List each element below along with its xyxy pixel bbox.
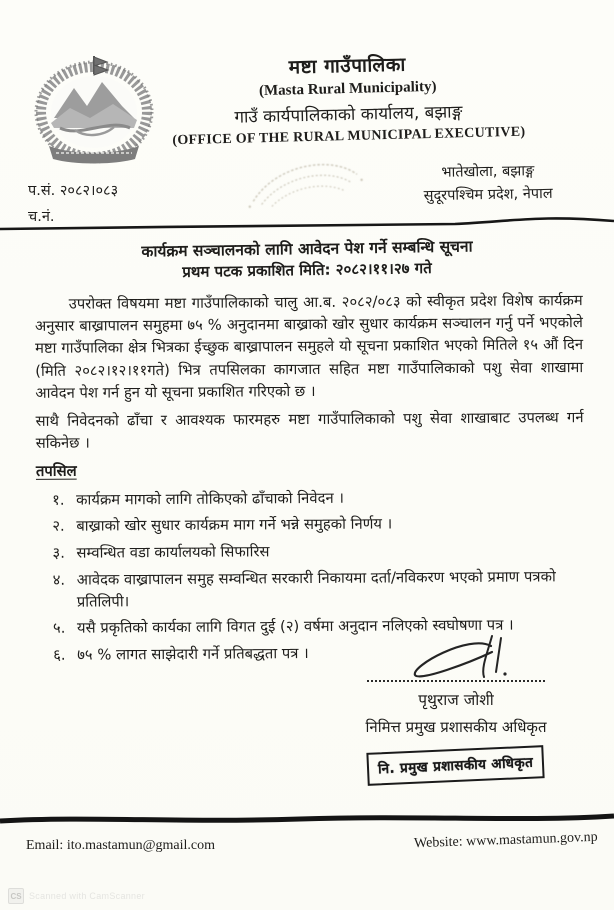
footer-website — [414, 830, 598, 852]
official-stamp: नि. प्रमुख प्रशासकीय अधिकृत — [367, 745, 545, 786]
footer-divider-line — [0, 810, 614, 830]
item-text: कार्यक्रम मागको लागि तोकिएको ढाँचाको निवेदन । — [76, 489, 345, 509]
municipality-name-english: (Masta Rural Municipality) — [258, 78, 437, 100]
footer-email — [26, 838, 215, 854]
schedule-heading: तपसिल — [35, 462, 77, 481]
notice-paragraph-1: उपरोक्त विषयमा मष्टा गाउँपालिकाको चालु आ.ब. २०८२/०८३ को स्वीकृत प्रदेश विशेष कार्यक्रम अनुसार बाख्रापालन समुहमा ७५ % अनुदानमा बाख्राको खोर सुधार कार्यक्रम सञ्चालन गर्नु पर्ने भएकोले मष्टा गाउँपालिका क्षेत्र भित्रका ईच्छुक बाख्रापालन समुहले यो सूचना प्रकाशित भएको मितिले १५ औं दिन (मिति २०८२।१२।११गते) भित्र तपसिलका कागजात सहित मष्टा गाउँपालिकाको पशु सेवा शाखामा आवेदन पेश गर्न हुन यो सूचना प्रकाशित गरिएको छ । — [34, 292, 584, 402]
dispatch-number: च.नं. — [28, 209, 55, 226]
item-text: यसै प्रकृतिको कार्यका लागि विगत दुई (२) वर्षमा अनुदान नलिएको स्वघोषणा पत्र । — [76, 617, 514, 638]
item-number: २. — [52, 517, 65, 535]
reference-number: प.सं. २०८२।०८३ — [28, 183, 119, 199]
address-line-2: सुदूरपश्चिम प्रदेश, नेपाल — [423, 186, 553, 205]
address-line-1: भातेखोला, बझाङ्ग — [441, 163, 535, 181]
website-label: Website: — [414, 834, 467, 852]
schedule-item — [52, 512, 584, 538]
item-text: आवेदक वाख्रापालन समुह सम्वन्धित सरकारी निकायमा दर्ता/नविकरण भएको प्रमाण पत्रको प्रतिलिपी। — [76, 567, 556, 611]
item-number: ६. — [53, 646, 66, 664]
item-number: ५. — [52, 620, 66, 638]
email-value: ito.mastamun@gmail.com — [66, 838, 216, 853]
signatory-designation: निमित्त प्रमुख प्रशासकीय अधिकृत — [365, 718, 547, 736]
item-text: सम्वन्धित वडा कार्यालयको सिफारिस — [76, 543, 270, 562]
schedule-item — [52, 539, 584, 565]
notice-title: कार्यक्रम सञ्चालनको लागि आवेदन पेश गर्ने सम्बन्धि सूचना — [141, 237, 473, 261]
faint-office-stamp — [234, 139, 372, 214]
camscanner-cs-badge-icon: CS — [8, 888, 24, 904]
notice-body — [35, 290, 586, 672]
schedule-item — [53, 566, 585, 614]
municipality-name-nepali: मष्टा गाउँपालिका — [288, 53, 406, 79]
email-label: Email: — [26, 838, 67, 853]
signature-block — [330, 632, 582, 782]
item-number: ४. — [52, 571, 66, 589]
letterhead — [147, 47, 549, 150]
header-divider-line — [0, 212, 614, 236]
website-value: www.mastamun.gov.np — [466, 829, 599, 850]
office-name-english: (OFFICE OF THE RURAL MUNICIPAL EXECUTIVE) — [172, 124, 526, 149]
office-address — [378, 159, 599, 209]
signatory-name: पृथुराज जोशी — [418, 691, 494, 709]
item-text: बाख्राको खोर सुधार कार्यक्रम माग गर्ने भन्ने समुहको निर्णय । — [76, 515, 393, 535]
office-name-nepali: गाउँ कार्यपालिकाको कार्यालय, बझाङ्ग — [234, 102, 463, 128]
camscanner-watermark — [8, 888, 145, 904]
camscanner-watermark-text: Scanned with CamScanner — [29, 891, 145, 901]
item-number: ३. — [52, 544, 65, 562]
schedule-item — [52, 486, 584, 512]
item-number: १. — [52, 491, 65, 509]
notice-published-date: प्रथम पटक प्रकाशित मिति: २०८२।११।२७ गते — [182, 259, 432, 281]
municipal-emblem-icon — [30, 54, 158, 166]
signature-dotted-line — [367, 678, 545, 682]
item-text: ७५ % लागत साझेदारी गर्ने प्रतिबद्धता पत्र । — [77, 645, 309, 664]
notice-paragraph-2: साथै निवेदनको ढाँचा र आवश्यक फारमहरु मष्टा गाउँपालिकाको पशु सेवा शाखाबाट उपलब्ध गर्न सकिनेछ । — [35, 409, 584, 453]
